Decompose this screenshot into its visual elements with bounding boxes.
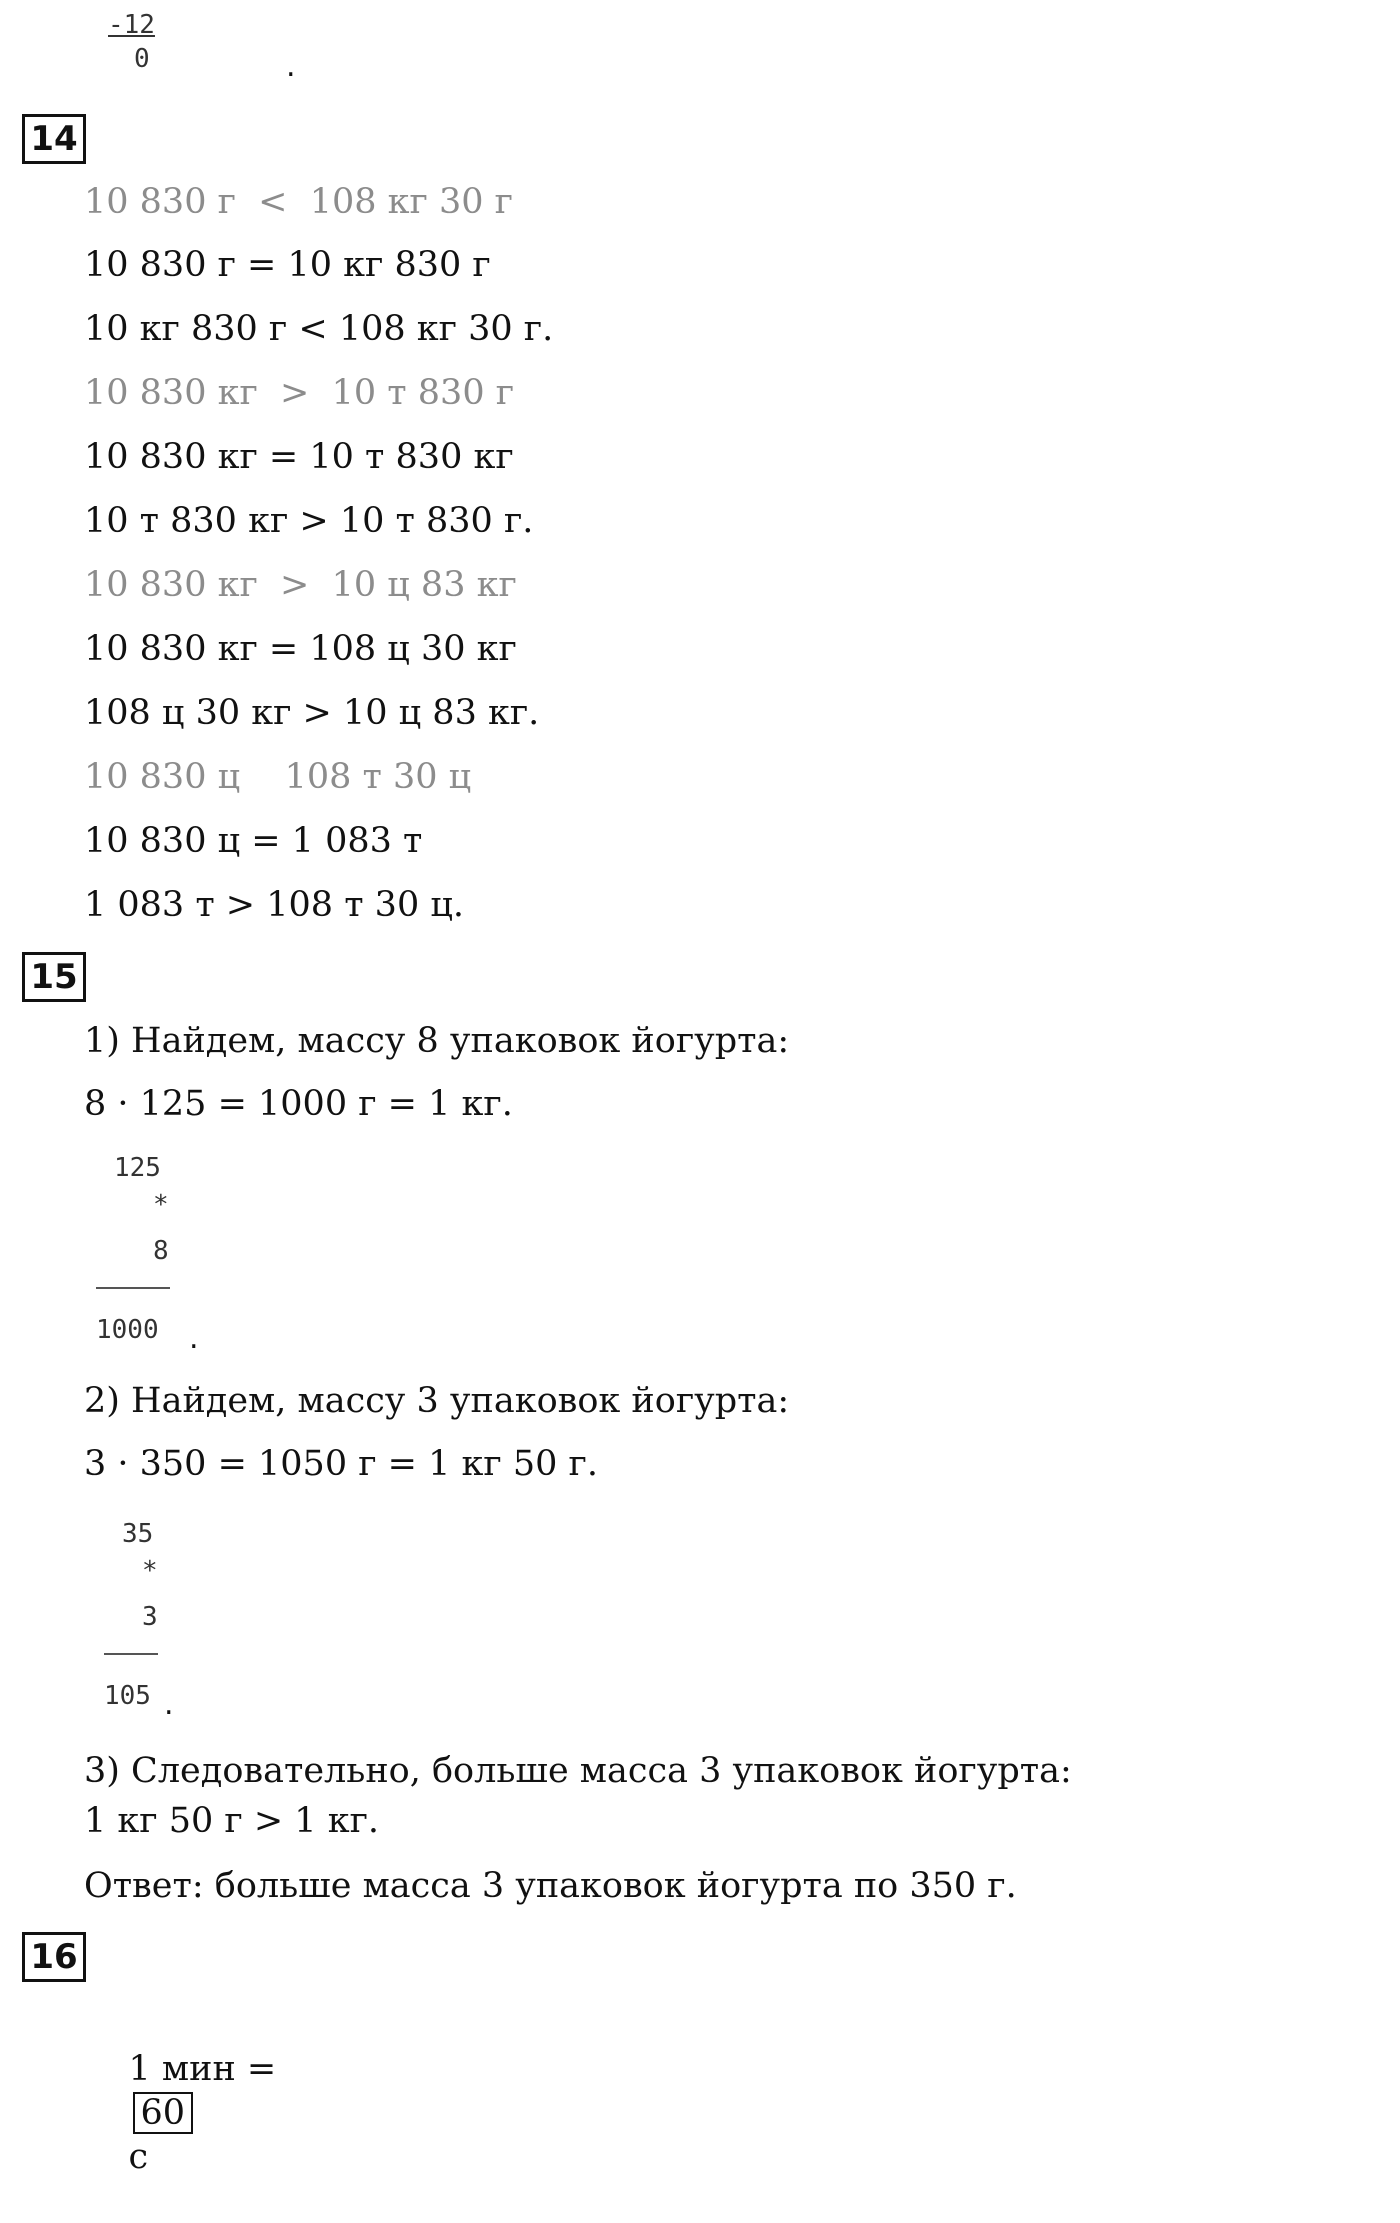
task14-line-6: 10 т 830 кг > 10 т 830 г. [84, 501, 534, 541]
calc1-operator: * [153, 1190, 169, 1220]
task14-line-10: 10 830 ц 108 т 30 ц [84, 757, 472, 797]
task-number-14: 14 [22, 114, 86, 164]
calc2-operator: * [142, 1556, 158, 1586]
calc2-result: 105 [104, 1681, 151, 1711]
task15-step-2: 2) Найдем, массу 3 упаковок йогурта: [84, 1381, 790, 1421]
calc1-dot: . [189, 1321, 199, 1356]
task15-step-1: 1) Найдем, массу 8 упаковок йогурта: [84, 1021, 790, 1061]
task14-line-2: 10 830 г = 10 кг 830 г [84, 245, 491, 285]
task16-equation [84, 2003, 276, 2223]
calc1-rule [96, 1287, 170, 1289]
task14-line-1: 10 830 г < 108 кг 30 г [84, 182, 514, 222]
task-number-15: 15 [22, 952, 86, 1002]
task15-equation-2: 3 · 350 = 1050 г = 1 кг 50 г. [84, 1444, 598, 1484]
task14-line-4: 10 830 кг > 10 т 830 г [84, 373, 515, 413]
calc2-rule [104, 1653, 158, 1655]
task15-answer: Ответ: больше масса 3 упаковок йогурта по 350 г. [84, 1866, 1017, 1906]
task15-step-3: 3) Следовательно, больше масса 3 упаковок йогурта: [84, 1751, 1072, 1791]
task14-line-8: 10 830 кг = 108 ц 30 кг [84, 629, 517, 669]
task16-unit: с [128, 2137, 149, 2177]
task14-line-3: 10 кг 830 г < 108 кг 30 г. [84, 309, 554, 349]
calc1-bottom: 8 [153, 1236, 169, 1266]
task14-line-5: 10 830 кг = 10 т 830 кг [84, 437, 514, 477]
task15-equation-3: 1 кг 50 г > 1 кг. [84, 1801, 380, 1841]
prev-calc-dot: . [286, 49, 296, 84]
task14-line-12: 1 083 т > 108 т 30 ц. [84, 885, 464, 925]
task16-lhs: 1 мин = [128, 2049, 277, 2089]
task14-line-7: 10 830 кг > 10 ц 83 кг [84, 565, 517, 605]
prev-calc-minus: -12 [108, 10, 155, 40]
task-number-16: 16 [22, 1932, 86, 1982]
calc1-top: 125 [114, 1153, 161, 1183]
calc1-result: 1000 [96, 1315, 159, 1345]
calc2-dot: . [164, 1687, 174, 1722]
prev-calc-result: 0 [134, 44, 150, 74]
task14-line-9: 108 ц 30 кг > 10 ц 83 кг. [84, 693, 540, 733]
calc2-top: 35 [122, 1519, 154, 1549]
task14-line-11: 10 830 ц = 1 083 т [84, 821, 423, 861]
task16-boxed-value: 60 [133, 2092, 194, 2134]
calc2-bottom: 3 [142, 1602, 158, 1632]
task15-equation-1: 8 · 125 = 1000 г = 1 кг. [84, 1084, 513, 1124]
